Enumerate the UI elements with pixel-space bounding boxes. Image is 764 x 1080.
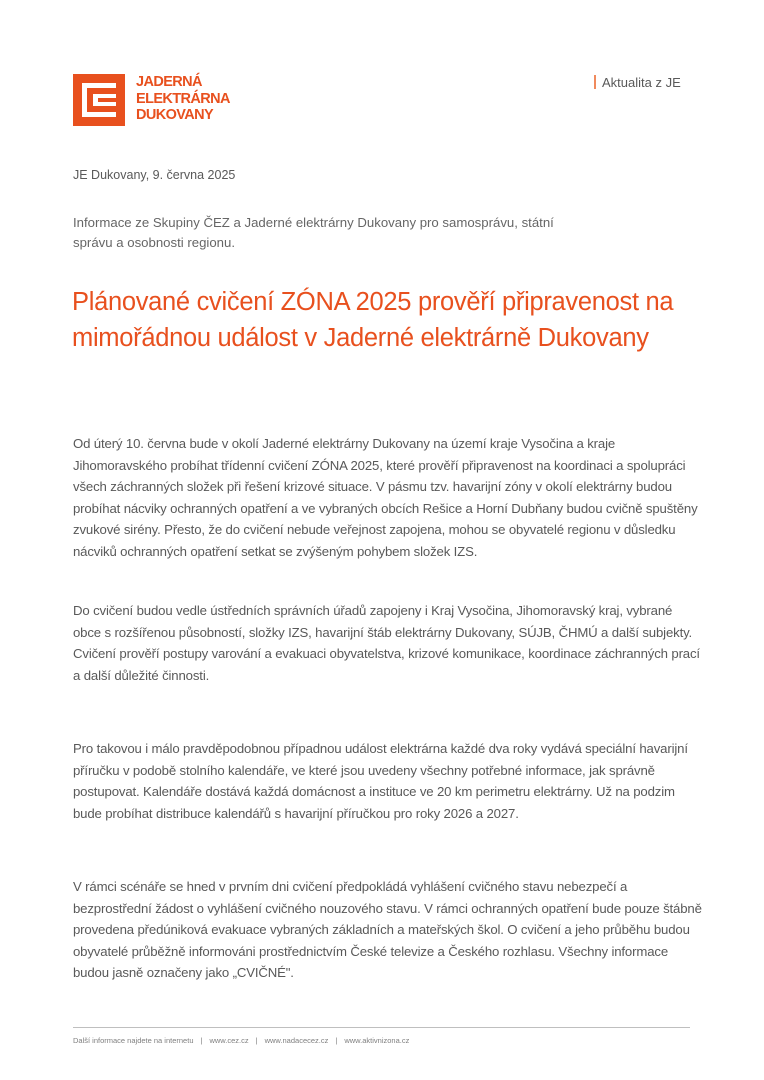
footer-link-nadacecez[interactable]: www.nadacecez.cz	[264, 1036, 329, 1045]
footer-link-cez[interactable]: www.cez.cz	[209, 1036, 249, 1045]
date-line: JE Dukovany, 9. června 2025	[73, 168, 236, 182]
footer-separator: |	[335, 1036, 338, 1045]
brand-line-3: DUKOVANY	[136, 107, 214, 123]
footer-separator: |	[255, 1036, 258, 1045]
tag-accent-bar	[594, 75, 596, 89]
footer-divider	[73, 1027, 690, 1028]
footer	[73, 1036, 409, 1045]
brand-line-2: ELEKTRÁRNA	[136, 90, 230, 107]
brand-line-1: JADERNÁ	[136, 74, 202, 90]
paragraph-1: Od úterý 10. června bude v okolí Jaderné elektrárny Dukovany na území kraje Vysočina a kraje Jihomoravského probíhat třídenní cvičení ZÓNA 2025, které prověří připravenost na koordinaci a spolupráci všech záchranných složek při řešení krizové situace. V pásmu tzv. havarijní zóny v okolí elektrárny budou probíhat nácviky ochranných opatření a ve vybraných obcích Rešice a Horní Dubňany budou cvičně spuštěny zvukové sirény. Přesto, že do cvičení nebude veřejnost zapojena, mohou se obyvatelé regionu v důsledku nácviků ochranných opatření setkat se zvýšeným pohybem složek IZS.	[73, 436, 698, 559]
brand-wordmark	[136, 74, 230, 124]
paragraph-2: Do cvičení budou vedle ústředních správních úřadů zapojeny i Kraj Vysočina, Jihomoravský kraj, vybrané obce s rozšířenou působností, složky IZS, havarijní štáb elektrárny Dukovany, SÚJB, ČHMÚ a další subjekty. Cvičení prověří postupy varování a evakuaci obyvatelstva, krizové komunikace, koordinace záchranných prací a další důležité činnosti.	[73, 603, 700, 683]
paragraph-3: Pro takovou i málo pravděpodobnou případnou událost elektrárna každé dva roky vydává speciální havarijní příručku v podobě stolního kalendáře, ve které jsou uvedeny všechny potřebné informace, jak správně postupovat. Kalendáře dostává každá domácnost a instituce ve 20 km perimetru elektrárny. Už na podzim bude probíhat distribuce kalendářů s havarijní příručkou pro roky 2026 a 2027.	[73, 741, 688, 821]
page-title: Plánované cvičení ZÓNA 2025 prověří připravenost na mimořádnou událost v Jaderné elektrárně Dukovany	[72, 288, 674, 352]
tag-label: Aktualita z JE	[602, 75, 681, 90]
footer-link-aktivnizona[interactable]: www.aktivnizona.cz	[344, 1036, 410, 1045]
document-category-tag	[594, 75, 681, 90]
intro-text: Informace ze Skupiny ČEZ a Jaderné elektrárny Dukovany pro samosprávu, státní správu a osobnosti regionu.	[73, 215, 554, 250]
footer-separator: |	[200, 1036, 203, 1045]
paragraph-4: V rámci scénáře se hned v prvním dni cvičení předpokládá vyhlášení cvičného stavu nebezpečí a bezprostřední žádost o vyhlášení cvičného nouzového stavu. V rámci ochranných opatření bude pouze štábně provedena předúniková evakuace vybraných základních a mateřských škol. O cvičení a jeho průběhu budou obyvatelé průběžně informováni prostřednictvím České televize a Českého rozhlasu. Všechny informace budou jasně označeny jako „CVIČNÉ".	[73, 879, 702, 981]
footer-label: Další informace najdete na internetu	[73, 1036, 194, 1045]
cez-logo-icon	[73, 74, 125, 126]
